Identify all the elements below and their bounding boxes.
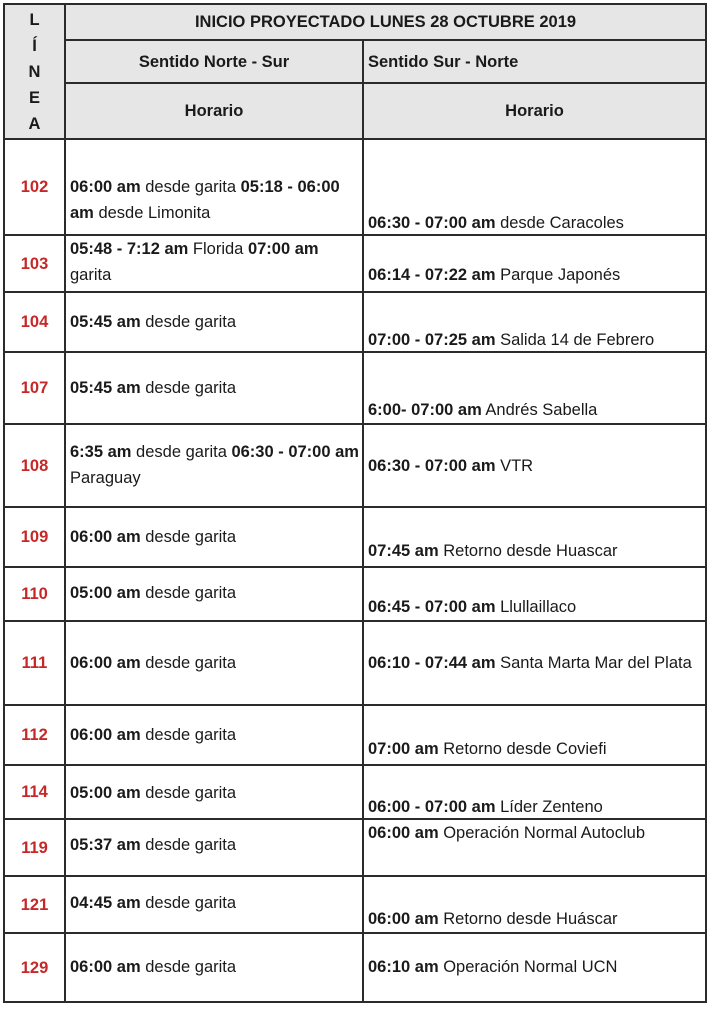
schedule-text: 07:00 - 07:25 am (368, 331, 496, 349)
schedule-text: 07:00 am (368, 740, 439, 758)
table-row (4, 819, 706, 876)
schedule-cell-text (70, 780, 359, 806)
direction-north-south: Sentido Norte - Sur (65, 40, 363, 83)
table-row (4, 621, 706, 705)
schedule-text: VTR (495, 457, 534, 475)
schedule-text: desde garita (131, 443, 232, 461)
table-row (4, 567, 706, 621)
line-number: 121 (4, 876, 65, 933)
schedule-text: desde garita (140, 654, 237, 672)
schedule-rows (4, 139, 706, 1002)
schedule-cell-text (70, 890, 359, 916)
schedule-text: 06:10 am (368, 958, 439, 976)
table-row (4, 765, 706, 819)
horario-header-ns: Horario (65, 83, 363, 139)
schedule-text: Operación Normal UCN (438, 958, 618, 976)
schedule-text: 07:00 am (247, 240, 319, 258)
schedule-text: 6:00- 07:00 am (368, 401, 482, 419)
schedule-text: 05:45 am (70, 379, 141, 397)
schedule-text: 05:48 - 7:12 am (70, 240, 189, 258)
north-south-schedule (65, 765, 363, 819)
south-north-schedule (363, 933, 706, 1002)
schedule-text: desde garita (140, 178, 241, 196)
schedule-text: 05:00 am (70, 584, 141, 602)
south-north-schedule (363, 235, 706, 292)
schedule-text: Llullaillaco (495, 598, 577, 616)
schedule-text: 06:00 am (70, 654, 141, 672)
schedule-text: Líder Zenteno (495, 798, 603, 816)
schedule-text: 05:45 am (70, 313, 141, 331)
schedule-text: 06:30 - 07:00 am (368, 457, 496, 475)
schedule-cell-text (368, 327, 702, 353)
north-south-schedule (65, 424, 363, 507)
schedule-text: desde garita (140, 784, 237, 802)
south-north-schedule (363, 424, 706, 507)
line-number: 119 (4, 819, 65, 876)
line-number: 114 (4, 765, 65, 819)
schedule-text: desde garita (140, 313, 237, 331)
line-number: 110 (4, 567, 65, 621)
schedule-text: desde garita (140, 379, 237, 397)
table-row (4, 705, 706, 765)
schedule-cell-text (70, 439, 359, 491)
schedule-text: 06:00 am (70, 178, 141, 196)
north-south-schedule (65, 352, 363, 424)
schedule-text: garita (70, 266, 112, 284)
schedule-text: 06:45 - 07:00 am (368, 598, 496, 616)
schedule-cell-text (70, 832, 359, 858)
schedule-cell-text (368, 594, 702, 620)
schedule-text: Retorno desde Coviefi (438, 740, 607, 758)
linea-header (4, 4, 65, 139)
schedule-text: Salida 14 de Febrero (495, 331, 655, 349)
schedule-cell-text (368, 650, 702, 676)
schedule-text: 06:00 am (70, 528, 141, 546)
table-row (4, 424, 706, 507)
schedule-cell-text (70, 174, 359, 226)
north-south-schedule (65, 507, 363, 567)
north-south-schedule (65, 292, 363, 352)
schedule-cell-text (368, 538, 702, 564)
schedule-text: desde Caracoles (495, 214, 624, 232)
schedule-text: Florida (188, 240, 248, 258)
line-number: 108 (4, 424, 65, 507)
schedule-cell-text (70, 722, 359, 748)
line-number: 109 (4, 507, 65, 567)
schedule-text: 06:00 am (70, 958, 141, 976)
schedule-text: Retorno desde Huascar (438, 542, 618, 560)
schedule-text: Andrés Sabella (481, 401, 598, 419)
table-row (4, 139, 706, 235)
schedule-text: Parque Japonés (495, 266, 621, 284)
schedule-cell-text (368, 262, 702, 288)
north-south-schedule (65, 876, 363, 933)
schedule-cell-text (70, 236, 359, 288)
schedule-text: 05:00 am (70, 784, 141, 802)
schedule-text: desde garita (140, 528, 237, 546)
north-south-schedule (65, 567, 363, 621)
schedule-text: desde garita (140, 958, 237, 976)
schedule-text: desde garita (140, 894, 237, 912)
schedule-cell-text (368, 906, 702, 932)
north-south-schedule (65, 235, 363, 292)
schedule-text: Santa Marta Mar del Plata (495, 654, 692, 672)
schedule-cell-text (368, 453, 702, 479)
schedule-text: 6:35 am (70, 443, 132, 461)
schedule-cell-text (368, 794, 702, 820)
north-south-schedule (65, 139, 363, 235)
south-north-schedule (363, 621, 706, 705)
schedule-cell-text (70, 580, 359, 606)
schedule-cell-text (70, 375, 359, 401)
south-north-schedule (363, 819, 706, 876)
south-north-schedule (363, 292, 706, 352)
schedule-text: 07:45 am (368, 542, 439, 560)
line-number: 129 (4, 933, 65, 1002)
line-number: 111 (4, 621, 65, 705)
schedule-table (3, 3, 707, 1003)
schedule-cell-text (70, 650, 359, 676)
linea-letter: Í (32, 36, 37, 55)
direction-south-north: Sentido Sur - Norte (363, 40, 706, 83)
south-north-schedule (363, 567, 706, 621)
schedule-title: INICIO PROYECTADO LUNES 28 OCTUBRE 2019 (65, 4, 706, 40)
schedule-text: 06:00 am (368, 910, 439, 928)
horario-header-sn: Horario (363, 83, 706, 139)
schedule-text: Retorno desde Huáscar (438, 910, 618, 928)
schedule-cell-text (368, 820, 702, 846)
north-south-schedule (65, 933, 363, 1002)
schedule-text: 06:30 - 07:00 am (368, 214, 496, 232)
schedule-cell-text (70, 954, 359, 980)
south-north-schedule (363, 507, 706, 567)
table-row (4, 235, 706, 292)
south-north-schedule (363, 139, 706, 235)
line-number: 112 (4, 705, 65, 765)
table-row (4, 507, 706, 567)
schedule-cell-text (70, 309, 359, 335)
linea-letter: E (28, 88, 40, 107)
line-number: 107 (4, 352, 65, 424)
schedule-text: 06:10 - 07:44 am (368, 654, 496, 672)
north-south-schedule (65, 621, 363, 705)
linea-letter: A (28, 114, 41, 133)
schedule-text: Operación Normal Autoclub (438, 824, 645, 842)
schedule-text: 04:45 am (70, 894, 141, 912)
schedule-text: 06:00 am (368, 824, 439, 842)
schedule-cell-text (368, 210, 702, 236)
schedule-text: desde garita (140, 836, 237, 854)
table-row (4, 876, 706, 933)
south-north-schedule (363, 876, 706, 933)
schedule-cell-text (70, 524, 359, 550)
schedule-text: desde garita (140, 726, 237, 744)
schedule-text: 06:30 - 07:00 am (231, 443, 359, 461)
schedule-text: 05:18 - 06:00 am (70, 178, 340, 222)
schedule-cell-text (368, 954, 702, 980)
line-number: 104 (4, 292, 65, 352)
table-row (4, 352, 706, 424)
schedule-cell-text (368, 397, 702, 423)
south-north-schedule (363, 765, 706, 819)
line-number: 102 (4, 139, 65, 235)
table-row (4, 292, 706, 352)
schedule-text: desde Limonita (93, 204, 211, 222)
schedule-text: 05:37 am (70, 836, 141, 854)
south-north-schedule (363, 352, 706, 424)
schedule-text: Paraguay (70, 469, 141, 487)
table-row (4, 933, 706, 1002)
north-south-schedule (65, 705, 363, 765)
linea-letter: N (28, 62, 41, 81)
schedule-text: 06:14 - 07:22 am (368, 266, 496, 284)
schedule-cell-text (368, 736, 702, 762)
north-south-schedule (65, 819, 363, 876)
linea-letter: L (29, 10, 40, 29)
schedule-text: desde garita (140, 584, 237, 602)
schedule-text: 06:00 - 07:00 am (368, 798, 496, 816)
line-number: 103 (4, 235, 65, 292)
schedule-text: 06:00 am (70, 726, 141, 744)
south-north-schedule (363, 705, 706, 765)
